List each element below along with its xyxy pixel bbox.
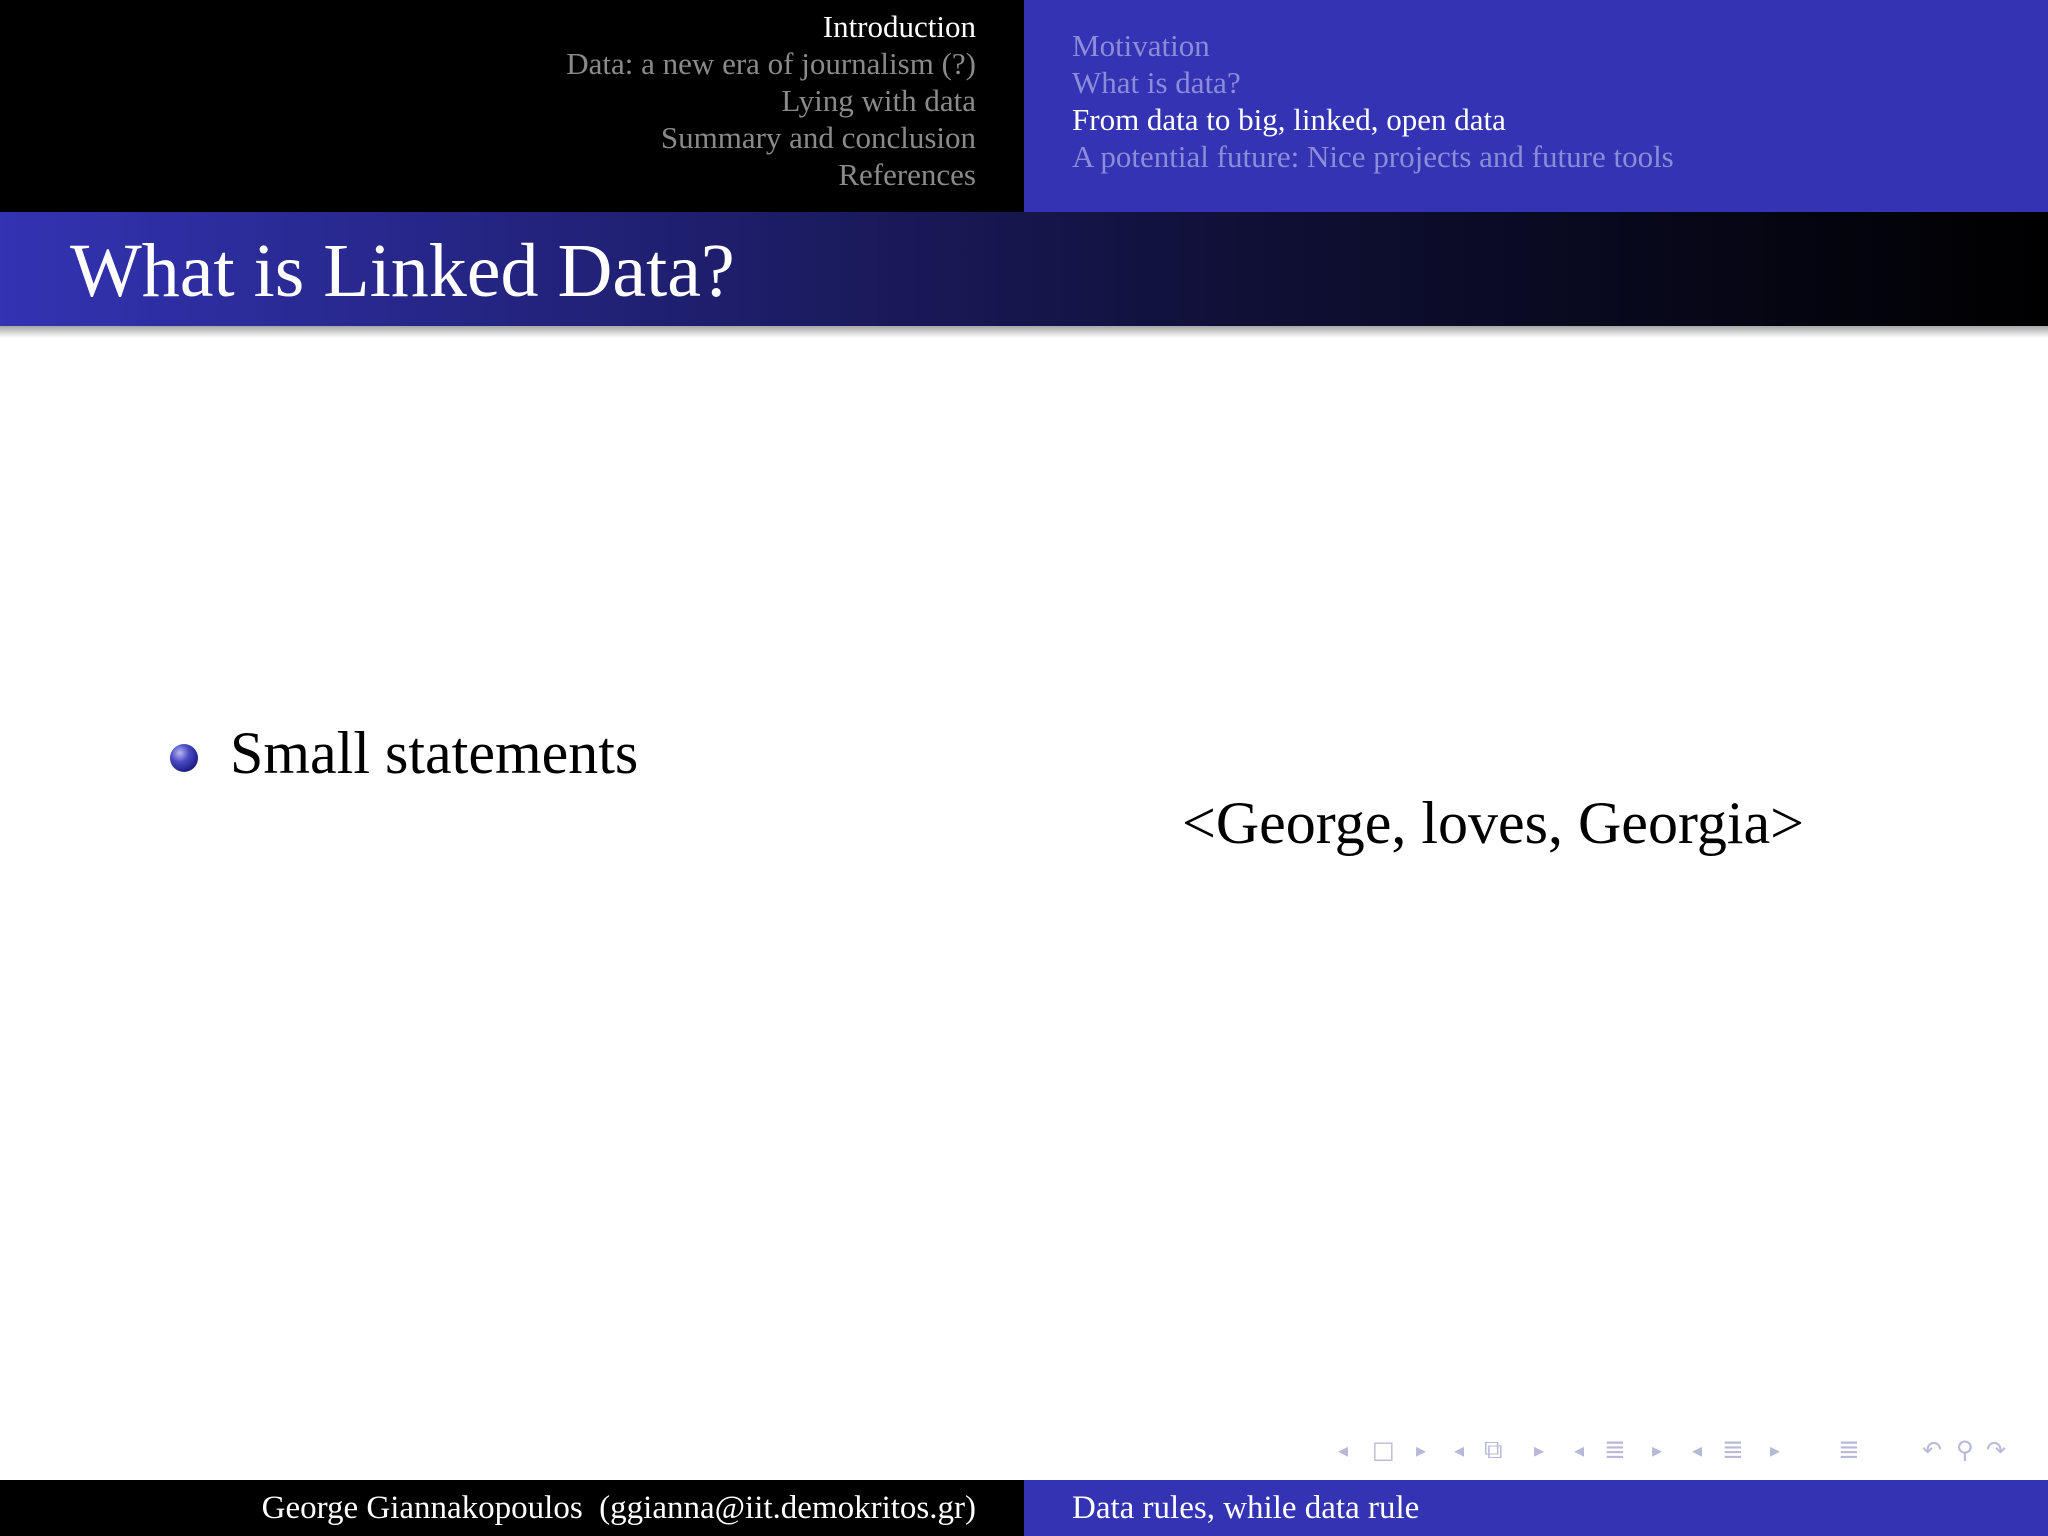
back-icon[interactable]: ↶ [1922, 1436, 1943, 1464]
section-icon[interactable]: ≣ [1722, 1435, 1744, 1465]
subsection-icon[interactable]: ≣ [1604, 1435, 1626, 1465]
prev-subsection-icon[interactable]: ◂ [1574, 1438, 1585, 1462]
next-slide-icon[interactable]: ▸ [1416, 1438, 1427, 1462]
document-icon[interactable]: ≣ [1838, 1435, 1860, 1465]
subsection-item[interactable]: What is data? [1072, 65, 1241, 100]
frame-title: What is Linked Data? [70, 229, 735, 313]
prev-slide-icon[interactable]: ◂ [1338, 1438, 1349, 1462]
bullet-text: Small statements [230, 720, 639, 786]
subsection-list [1072, 27, 1674, 175]
prev-frame-icon[interactable]: ◂ [1454, 1438, 1465, 1462]
subsection-item[interactable]: A potential future: Nice projects and future tools [1072, 139, 1674, 174]
next-frame-icon[interactable]: ▸ [1534, 1438, 1545, 1462]
frame-icon[interactable]: ⧉ [1484, 1435, 1503, 1465]
section-item[interactable]: Data: a new era of journalism (?) [566, 46, 976, 81]
bullet-ball-icon [170, 744, 198, 772]
section-item[interactable]: Introduction [822, 9, 976, 44]
footer-author: George Giannakopoulos (ggianna@iit.demokritos.gr) [261, 1490, 976, 1526]
frame-title-bar [0, 212, 2048, 326]
section-item[interactable]: Lying with data [781, 83, 976, 118]
search-icon[interactable]: ⚲ [1956, 1436, 1974, 1464]
section-list [566, 8, 976, 193]
title-shadow [0, 326, 2048, 338]
subsection-navigation [1024, 0, 2048, 212]
navigation-symbols [1330, 1432, 2030, 1468]
subsection-item[interactable]: From data to big, linked, open data [1072, 102, 1506, 137]
section-item[interactable]: Summary and conclusion [660, 120, 976, 155]
footer-author-bar [0, 1480, 1024, 1536]
footer-title-bar [1024, 1480, 2048, 1536]
section-item[interactable]: References [838, 157, 976, 192]
example-triple: <George, loves, Georgia> [1182, 790, 1804, 856]
slide-icon[interactable]: □ [1372, 1436, 1395, 1464]
footer-talk-title: Data rules, while data rule [1072, 1490, 1420, 1526]
subsection-item[interactable]: Motivation [1072, 28, 1210, 63]
next-subsection-icon[interactable]: ▸ [1652, 1438, 1663, 1462]
next-section-icon[interactable]: ▸ [1770, 1438, 1781, 1462]
section-navigation [0, 0, 1024, 212]
forward-icon[interactable]: ↷ [1986, 1436, 2007, 1464]
prev-section-icon[interactable]: ◂ [1692, 1438, 1703, 1462]
